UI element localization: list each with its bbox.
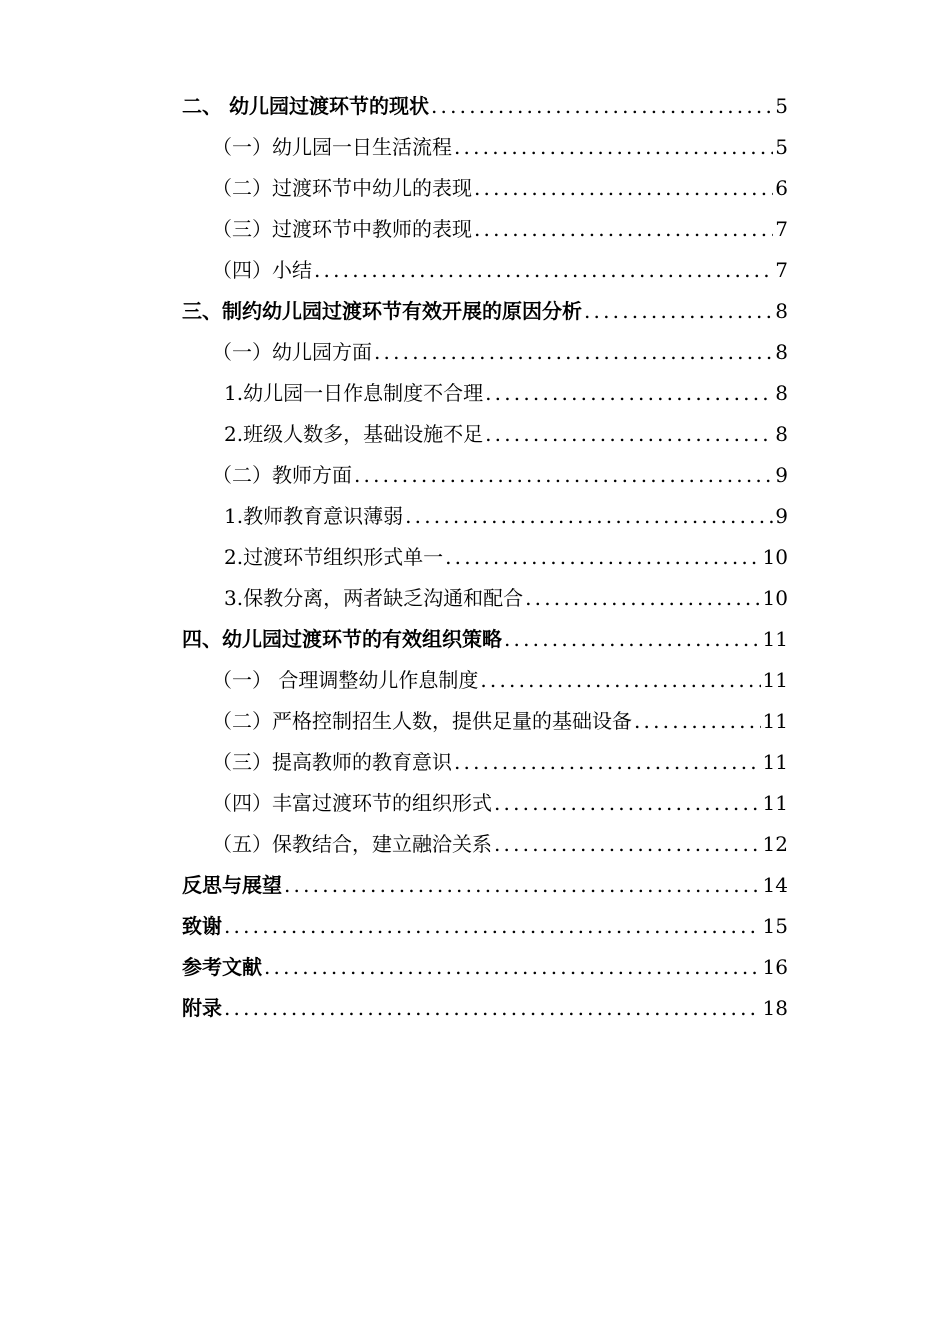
toc-entry-page-number: 9	[775, 463, 788, 487]
toc-entry-title: 1.幼儿园一日作息制度不合理	[224, 381, 484, 405]
toc-entry[interactable]	[182, 537, 788, 578]
toc-entry-page-number: 11	[762, 627, 788, 651]
toc-entry-title: （四）丰富过渡环节的组织形式	[212, 791, 492, 815]
toc-entry[interactable]	[182, 291, 788, 332]
toc-entry-page-number: 14	[762, 873, 788, 897]
toc-entry-page-number: 11	[762, 668, 788, 692]
toc-entry-page-number: 15	[762, 914, 788, 938]
toc-leader-dots	[454, 127, 773, 168]
toc-entry-page-number: 18	[762, 996, 788, 1020]
toc-entry[interactable]	[182, 701, 788, 742]
toc-entry[interactable]	[182, 824, 788, 865]
toc-entry[interactable]	[182, 168, 788, 209]
toc-entry-title: 参考文献	[182, 955, 262, 979]
toc-entry[interactable]	[182, 865, 788, 906]
toc-entry-page-number: 8	[775, 299, 788, 323]
toc-entry-title: （五）保教结合，建立融洽关系	[212, 832, 492, 856]
toc-entry[interactable]	[182, 947, 788, 988]
toc-entry[interactable]	[182, 660, 788, 701]
toc-entry[interactable]	[182, 906, 788, 947]
toc-entry-title: （二）严格控制招生人数，提供足量的基础设备	[212, 709, 632, 733]
toc-entry[interactable]	[182, 455, 788, 496]
toc-entry-title: （一）幼儿园方面	[212, 340, 372, 364]
toc-entry-title: 二、 幼儿园过渡环节的现状	[182, 94, 429, 118]
toc-entry-title: （二）过渡环节中幼儿的表现	[212, 176, 472, 200]
toc-entry[interactable]	[182, 783, 788, 824]
toc-entry-page-number: 7	[775, 258, 788, 282]
toc-leader-dots	[525, 578, 760, 619]
toc-entry-page-number: 11	[762, 709, 788, 733]
toc-entry-page-number: 5	[775, 135, 788, 159]
toc-entry[interactable]	[182, 619, 788, 660]
toc-entry-title: 2.班级人数多，基础设施不足	[224, 422, 484, 446]
toc-entry[interactable]	[182, 250, 788, 291]
toc-entry-page-number: 12	[762, 832, 788, 856]
toc-leader-dots	[224, 988, 761, 1029]
toc-entry-page-number: 7	[775, 217, 788, 241]
toc-entry-page-number: 16	[762, 955, 788, 979]
toc-entry[interactable]	[182, 127, 788, 168]
toc-entry[interactable]	[182, 373, 788, 414]
toc-leader-dots	[485, 414, 773, 455]
toc-entry[interactable]	[182, 578, 788, 619]
toc-entry-title: 三、制约幼儿园过渡环节有效开展的原因分析	[182, 299, 582, 323]
toc-leader-dots	[431, 86, 773, 127]
toc-entry-page-number: 8	[775, 422, 788, 446]
toc-leader-dots	[454, 742, 761, 783]
toc-leader-dots	[634, 701, 761, 742]
toc-entry-title: （一） 合理调整幼儿作息制度	[212, 668, 479, 692]
toc-entry-page-number: 5	[775, 94, 788, 118]
toc-entry-title: （三）过渡环节中教师的表现	[212, 217, 472, 241]
toc-entry-title: （四）小结	[212, 258, 312, 282]
toc-leader-dots	[314, 250, 773, 291]
toc-leader-dots	[445, 537, 760, 578]
toc-entry[interactable]	[182, 332, 788, 373]
toc-leader-dots	[584, 291, 773, 332]
toc-entry-page-number: 6	[775, 176, 788, 200]
toc-entry-page-number: 11	[762, 791, 788, 815]
toc-entry-page-number: 9	[775, 504, 788, 528]
toc-entry-page-number: 8	[775, 381, 788, 405]
toc-leader-dots	[264, 947, 761, 988]
toc-leader-dots	[354, 455, 773, 496]
toc-entry-page-number: 8	[775, 340, 788, 364]
table-of-contents	[182, 86, 788, 1029]
toc-entry-page-number: 10	[762, 586, 788, 610]
toc-entry-title: 致谢	[182, 914, 222, 938]
toc-leader-dots	[405, 496, 773, 537]
toc-entry-title: 反思与展望	[182, 873, 282, 897]
toc-entry-page-number: 11	[762, 750, 788, 774]
toc-entry[interactable]	[182, 86, 788, 127]
toc-entry-page-number: 10	[762, 545, 788, 569]
toc-leader-dots	[494, 824, 761, 865]
toc-leader-dots	[224, 906, 761, 947]
toc-entry-title: （三）提高教师的教育意识	[212, 750, 452, 774]
toc-entry-title: 2.过渡环节组织形式单一	[224, 545, 444, 569]
toc-entry-title: 1.教师教育意识薄弱	[224, 504, 404, 528]
toc-leader-dots	[374, 332, 773, 373]
toc-entry-title: 四、幼儿园过渡环节的有效组织策略	[182, 627, 502, 651]
toc-entry[interactable]	[182, 742, 788, 783]
toc-leader-dots	[485, 373, 773, 414]
toc-leader-dots	[284, 865, 761, 906]
toc-leader-dots	[504, 619, 761, 660]
toc-leader-dots	[474, 209, 773, 250]
toc-entry[interactable]	[182, 209, 788, 250]
toc-entry[interactable]	[182, 496, 788, 537]
toc-entry-title: （二）教师方面	[212, 463, 352, 487]
toc-leader-dots	[474, 168, 773, 209]
toc-leader-dots	[494, 783, 761, 824]
toc-entry-title: （一）幼儿园一日生活流程	[212, 135, 452, 159]
toc-leader-dots	[480, 660, 760, 701]
toc-entry[interactable]	[182, 988, 788, 1029]
toc-entry[interactable]	[182, 414, 788, 455]
toc-entry-title: 附录	[182, 996, 222, 1020]
toc-entry-title: 3.保教分离，两者缺乏沟通和配合	[224, 586, 524, 610]
